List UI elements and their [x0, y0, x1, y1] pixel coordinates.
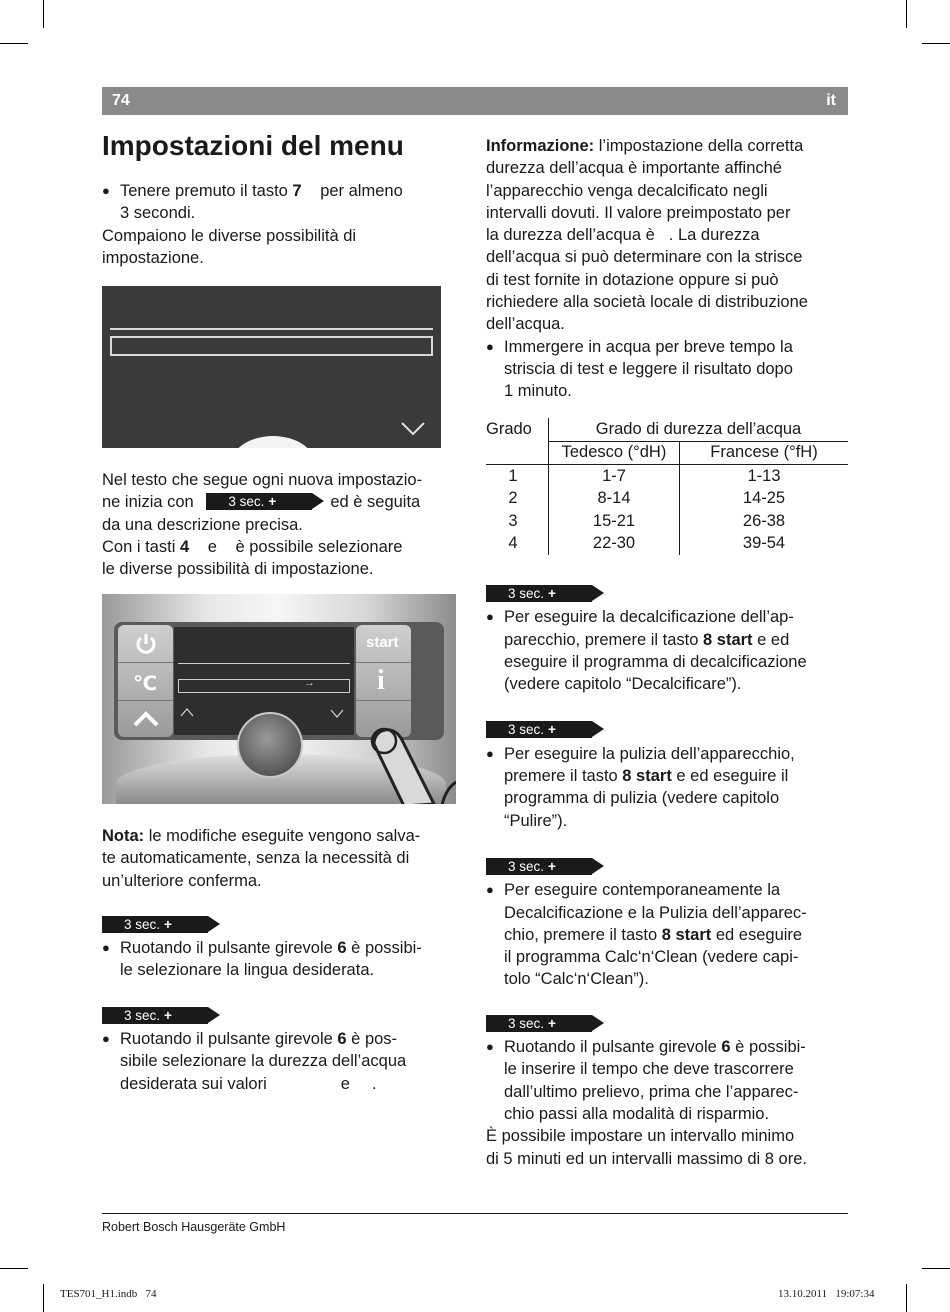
text: dell’acqua si può determinare con la strisce: [486, 248, 803, 267]
finger-icon: [364, 714, 456, 804]
text: per almeno: [315, 182, 403, 200]
text: e ed: [752, 630, 790, 649]
text: Ruotando il pulsante girevole: [120, 939, 338, 958]
text: tolo “Calc‘n‘Clean”).: [504, 970, 649, 989]
arrow-right-icon: →: [304, 677, 315, 689]
text: striscia di test e leggere il risultato dopo: [504, 359, 793, 378]
tag-text: 3 sec.: [508, 586, 545, 601]
text: intervalli dovuti. Il valore preimpostato per: [486, 203, 791, 222]
chevron-up-icon: [132, 710, 160, 728]
text: l’impostazione della corretta: [594, 137, 804, 155]
text: Per eseguire contemporaneamente la: [504, 881, 781, 900]
text: e: [340, 1074, 350, 1093]
rotary-dial: [237, 712, 303, 778]
text: Ruotando il pulsante girevole: [120, 1030, 338, 1049]
3-sec-tag: [102, 1007, 208, 1024]
text: da una descrizione precisa.: [102, 515, 303, 534]
text: dall’ultimo prelievo, prima che l’apparec-: [504, 1082, 799, 1101]
power-icon: [134, 632, 158, 656]
tag-text: 3 sec.: [508, 858, 545, 874]
page-header-bar: [102, 87, 848, 115]
cell-grado: 1: [486, 465, 549, 488]
text: 1 minuto.: [504, 382, 572, 401]
text: è pos-: [346, 1030, 398, 1049]
text: programma di pulizia (vedere capitolo: [504, 789, 780, 808]
language-code: it: [826, 92, 836, 109]
chevron-up-icon: [180, 707, 194, 717]
text: le inserire il tempo che deve trascorrere: [504, 1060, 794, 1079]
text: eseguire il programma di decalcificazione: [504, 652, 807, 671]
menu-display-illustration: [102, 286, 441, 448]
paragraph-options: [102, 225, 462, 270]
cell-fh: 14-25: [742, 489, 786, 508]
table-row: [486, 465, 848, 488]
text: sibile selezionare la durezza dell’acqua: [120, 1052, 407, 1071]
right-column-steps: [486, 582, 856, 1170]
cell-dh: 15-21: [549, 510, 680, 533]
table-row: [486, 488, 848, 511]
cell-grado: 2: [486, 488, 549, 511]
note-label: Nota:: [102, 827, 145, 845]
display-divider: [110, 328, 433, 330]
3-sec-tag: [486, 721, 592, 738]
cell-dh: 1-7: [549, 465, 680, 488]
text: le selezionare la lingua desiderata.: [120, 961, 375, 980]
screen-selection-box: [178, 679, 350, 693]
cell-dh: 8-14: [549, 488, 680, 511]
header-tedesco: Tedesco (°dH): [549, 441, 680, 465]
text: Per eseguire la decalcificazione dell’ap-: [504, 608, 794, 627]
tag-text: 3 sec.: [124, 1007, 161, 1023]
empty-cell: [486, 441, 549, 465]
bullet-test-strip: [486, 336, 856, 403]
header-group: Grado di durezza dell’acqua: [549, 418, 849, 441]
header-francese: Francese (°fH): [680, 441, 849, 465]
text: le modifiche eseguite vengono salva-: [144, 827, 421, 845]
text: 3 secondi.: [120, 204, 196, 223]
cell-grado: 4: [486, 533, 549, 556]
text: Ruotando il pulsante girevole: [504, 1038, 722, 1057]
start-label: start: [366, 634, 399, 651]
chevron-down-icon: [330, 709, 344, 719]
text: dell’acqua.: [486, 315, 565, 334]
divider: [356, 700, 411, 701]
text: È possibile impostare un intervallo minimo: [486, 1127, 795, 1146]
left-button-column: [118, 625, 173, 737]
water-hardness-table: [486, 418, 848, 555]
key-number: 7: [292, 182, 302, 200]
info-icon: i: [377, 665, 385, 696]
tag-text: 3 sec.: [124, 916, 161, 932]
left-column-middle: [102, 469, 464, 580]
paragraph-select-keys: [102, 536, 464, 581]
text: di test fornite in dotazione oppure si può: [486, 270, 779, 289]
text: e: [203, 537, 222, 556]
plus-icon: +: [548, 858, 556, 874]
text: durezza dell’acqua è importante affinché: [486, 159, 782, 178]
key-number: 4: [179, 537, 190, 556]
cell-fh: 39-54: [742, 534, 786, 553]
divider: [356, 662, 411, 663]
divider: [118, 700, 173, 701]
cell-fh: 26-38: [742, 511, 786, 530]
footer-divider: [102, 1213, 848, 1214]
bullet-language: [102, 937, 464, 982]
right-column-info: [486, 135, 856, 403]
table-row: [486, 533, 848, 556]
page-title: Impostazioni del menu: [102, 130, 404, 161]
3-sec-tag: [102, 916, 208, 933]
cell-dh: 22-30: [549, 533, 680, 556]
key-number: 8 start: [622, 767, 672, 786]
text: è possibi-: [730, 1038, 806, 1057]
text: te automaticamente, senza la necessità di: [102, 849, 410, 868]
text: ed eseguire: [711, 925, 803, 944]
text: premere il tasto: [504, 767, 623, 786]
text: Immergere in acqua per breve tempo la: [504, 337, 793, 356]
3-sec-tag: [486, 1015, 592, 1032]
text: ed è seguita: [330, 493, 421, 512]
text: chio passi alla modalità di risparmio.: [504, 1104, 770, 1123]
plus-icon: +: [548, 586, 556, 601]
crop-mark: [906, 1284, 907, 1312]
text: impostazione.: [102, 248, 204, 267]
print-file-info: TES701_H1.indb 74: [60, 1288, 157, 1300]
plus-icon: +: [164, 916, 172, 932]
crop-mark: [43, 1284, 44, 1312]
tag-text: 3 sec.: [508, 1015, 545, 1031]
crop-mark: [922, 1268, 950, 1269]
text: e ed eseguire il: [671, 767, 789, 786]
paragraph-tag-explain: [102, 469, 464, 536]
text: l’apparecchio venga decalcificato negli: [486, 181, 768, 200]
bullet-hold-key: [102, 180, 462, 225]
chevron-down-icon: [400, 421, 426, 437]
text: parecchio, premere il tasto: [504, 630, 704, 649]
text: Nel testo che segue ogni nuova impostazio-: [102, 471, 423, 489]
text: la durezza dell’acqua è: [486, 226, 655, 245]
bullet-descaling: [486, 606, 856, 695]
crop-mark: [0, 1268, 28, 1269]
screen-divider: [178, 663, 350, 664]
plus-icon: +: [548, 722, 556, 738]
info-paragraph: [486, 135, 856, 336]
text: Compaiono le diverse possibilità di: [102, 226, 357, 245]
text: il programma Calc‘n‘Clean (vedere capi-: [504, 948, 799, 967]
footer-company: Robert Bosch Hausgeräte GmbH: [102, 1220, 286, 1234]
3-sec-tag: [486, 585, 592, 602]
header-grado: Grado: [486, 418, 549, 441]
text: le diverse possibilità di impostazione.: [102, 560, 374, 579]
text: Per eseguire la pulizia dell’apparecchio,: [504, 744, 795, 763]
3-sec-tag: [486, 858, 592, 875]
plus-icon: +: [548, 1015, 556, 1031]
note-paragraph: [102, 825, 464, 892]
table-header-row: [486, 418, 848, 441]
crop-mark: [43, 0, 44, 28]
cell-grado: 3: [486, 510, 549, 533]
text: richiedere alla società locale di distribuzione: [486, 293, 808, 312]
bullet-cleaning: [486, 743, 856, 832]
table-row: [486, 510, 848, 533]
text: un’ulteriore conferma.: [102, 871, 262, 890]
text: è possibile selezionare: [235, 537, 403, 556]
text: Decalcificazione e la Pulizia dell’apparec-: [504, 903, 807, 922]
machine-control-panel-photo: [102, 594, 456, 804]
key-number: 8 start: [661, 925, 712, 944]
text: “Pulire”).: [504, 811, 568, 830]
key-number: 6: [337, 939, 347, 958]
temperature-icon: ℃: [133, 673, 158, 695]
divider: [118, 662, 173, 663]
crop-mark: [0, 43, 28, 44]
display-selection-box: [110, 336, 433, 356]
table-subheader-row: [486, 441, 848, 465]
text: è possibi-: [346, 939, 422, 958]
crop-mark: [906, 0, 907, 28]
3-sec-tag: [206, 493, 312, 510]
key-number: 6: [337, 1030, 347, 1049]
bullet-standby-time: [486, 1036, 856, 1125]
info-label: Informazione:: [486, 137, 595, 155]
bullet-water-hardness: [102, 1028, 464, 1095]
plus-icon: +: [268, 494, 277, 510]
page-number: 74: [112, 92, 130, 109]
text: (vedere capitolo “Decalcificare”).: [504, 675, 742, 694]
bullet-calc-n-clean: [486, 879, 856, 990]
print-date-info: 13.10.2011 19:07:34: [778, 1288, 875, 1300]
left-column-intro: [102, 180, 462, 269]
tag-text: 3 sec.: [508, 722, 545, 738]
text: ne inizia con: [102, 493, 194, 512]
text: .: [371, 1074, 377, 1093]
crop-mark: [922, 43, 950, 44]
text: Con i tasti: [102, 537, 180, 556]
plus-icon: +: [164, 1007, 172, 1023]
key-number: 6: [721, 1038, 731, 1057]
text: Tenere premuto il tasto: [120, 182, 293, 200]
key-number: 8 start: [703, 630, 753, 649]
tag-text: 3 sec.: [228, 494, 265, 510]
text: desiderata sui valori: [120, 1074, 267, 1093]
text: . La durezza: [668, 226, 760, 245]
paragraph-interval: [486, 1125, 856, 1170]
left-column-bottom: [102, 825, 464, 1095]
cell-fh: 1-13: [747, 466, 781, 485]
text: chio, premere il tasto: [504, 925, 662, 944]
text: di 5 minuti ed un intervalli massimo di 8 ore.: [486, 1149, 807, 1168]
rotary-knob-outline: [230, 436, 316, 448]
